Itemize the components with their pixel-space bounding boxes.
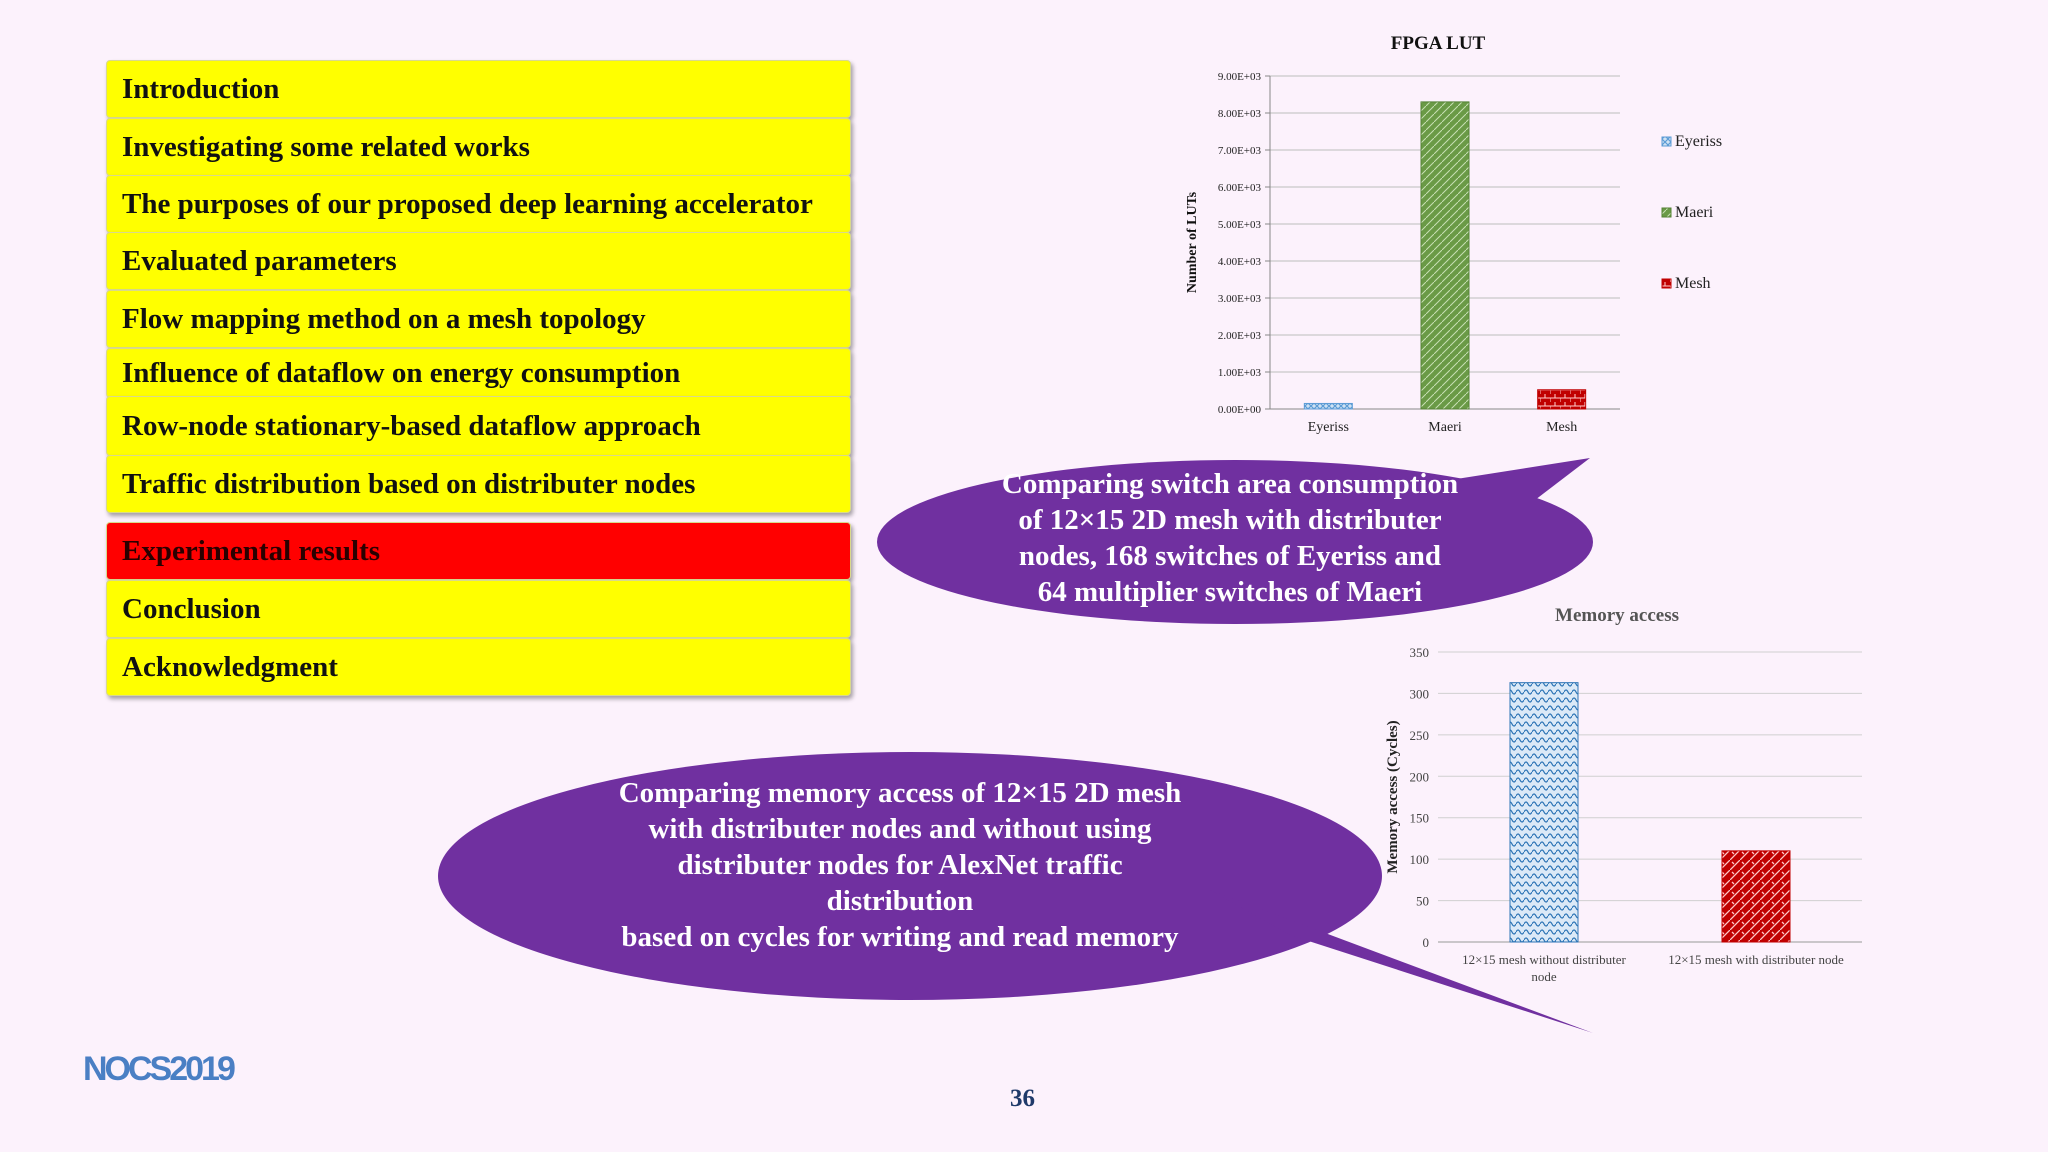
- y-tick-label: 6.00E+03: [1217, 182, 1261, 194]
- y-tick-label: 1.00E+03: [1217, 367, 1261, 379]
- callout-line: Comparing switch area consumption: [1001, 468, 1459, 500]
- nocs2019-logo: NOCS2019: [83, 1050, 233, 1088]
- y-tick-label: 200: [1409, 769, 1429, 785]
- page-number: 36: [1010, 1085, 1035, 1112]
- bar-1: [1722, 851, 1790, 942]
- bar-maeri: [1421, 102, 1469, 409]
- y-tick-label: 150: [1409, 810, 1429, 826]
- y-tick-label: 100: [1409, 852, 1429, 868]
- x-tick-label: 12×15 mesh with distributer node: [1668, 952, 1844, 967]
- fpga-lut-chart: [1170, 10, 1770, 470]
- callout-top-text: [900, 466, 1560, 610]
- agenda-item[interactable]: Row-node stationary-based dataflow approach: [106, 396, 851, 456]
- y-tick-label: 4.00E+03: [1217, 256, 1261, 268]
- y-tick-label: 50: [1416, 893, 1429, 909]
- y-tick-label: 3.00E+03: [1217, 293, 1261, 305]
- legend-label: Mesh: [1675, 275, 1711, 292]
- agenda-item[interactable]: Introduction: [106, 60, 851, 118]
- callout-line: with distributer nodes and without using: [648, 813, 1152, 845]
- x-tick-label-cont: node: [1531, 969, 1557, 984]
- agenda-item[interactable]: Investigating some related works: [106, 118, 851, 176]
- y-tick-label: 0: [1422, 935, 1429, 950]
- agenda-item[interactable]: Acknowledgment: [106, 638, 851, 696]
- memory-access-chart: [1380, 600, 1900, 990]
- bar-eyeriss: [1304, 403, 1352, 409]
- legend-label: Eyeriss: [1675, 133, 1723, 150]
- y-tick-label: 5.00E+03: [1217, 219, 1261, 231]
- agenda-item[interactable]: Conclusion: [106, 580, 851, 638]
- agenda-item[interactable]: Experimental results: [106, 522, 851, 580]
- agenda-item[interactable]: Evaluated parameters: [106, 232, 851, 290]
- bar-0: [1510, 683, 1578, 942]
- callout-line: of 12×15 2D mesh with distributer: [1018, 504, 1442, 536]
- y-axis-label: Memory access (Cycles): [1385, 720, 1401, 874]
- agenda-item[interactable]: Flow mapping method on a mesh topology: [106, 290, 851, 348]
- legend-label: Maeri: [1675, 204, 1714, 221]
- callout-line: based on cycles for writing and read memory: [621, 921, 1179, 953]
- y-tick-label: 300: [1409, 686, 1429, 702]
- x-tick-label: Maeri: [1428, 420, 1462, 435]
- y-tick-label: 8.00E+03: [1217, 108, 1261, 120]
- bar-mesh: [1538, 390, 1586, 409]
- callout-line: nodes, 168 switches of Eyeriss and: [1018, 540, 1442, 572]
- y-axis-label: Number of LUTs: [1185, 191, 1200, 294]
- callout-line: distribution: [826, 885, 974, 917]
- y-tick-label: 0.00E+00: [1217, 404, 1261, 416]
- y-tick-label: 250: [1409, 727, 1429, 743]
- agenda-item[interactable]: Influence of dataflow on energy consumption: [106, 348, 851, 398]
- y-tick-label: 9.00E+03: [1217, 71, 1261, 83]
- agenda-item[interactable]: The purposes of our proposed deep learning accelerator: [106, 175, 851, 233]
- agenda-item[interactable]: Traffic distribution based on distributer nodes: [106, 455, 851, 513]
- y-tick-label: 350: [1409, 645, 1429, 660]
- legend-swatch-mesh: [1662, 279, 1671, 288]
- chart-title: Memory access: [1555, 605, 1679, 626]
- y-tick-label: 2.00E+03: [1217, 330, 1261, 342]
- x-tick-label: Eyeriss: [1307, 420, 1349, 435]
- chart-title: FPGA LUT: [1390, 33, 1486, 54]
- callout-line: Comparing memory access of 12×15 2D mesh: [618, 777, 1182, 809]
- legend-swatch-maeri: [1662, 208, 1671, 217]
- y-tick-label: 7.00E+03: [1217, 145, 1261, 157]
- x-tick-label: 12×15 mesh without distributer: [1462, 952, 1626, 967]
- callout-bottom-text: [520, 775, 1280, 955]
- callout-line: 64 multiplier switches of Maeri: [1037, 576, 1423, 608]
- callout-line: distributer nodes for AlexNet traffic: [677, 849, 1123, 881]
- x-tick-label: Mesh: [1546, 420, 1578, 435]
- legend-swatch-eyeriss: [1662, 137, 1671, 146]
